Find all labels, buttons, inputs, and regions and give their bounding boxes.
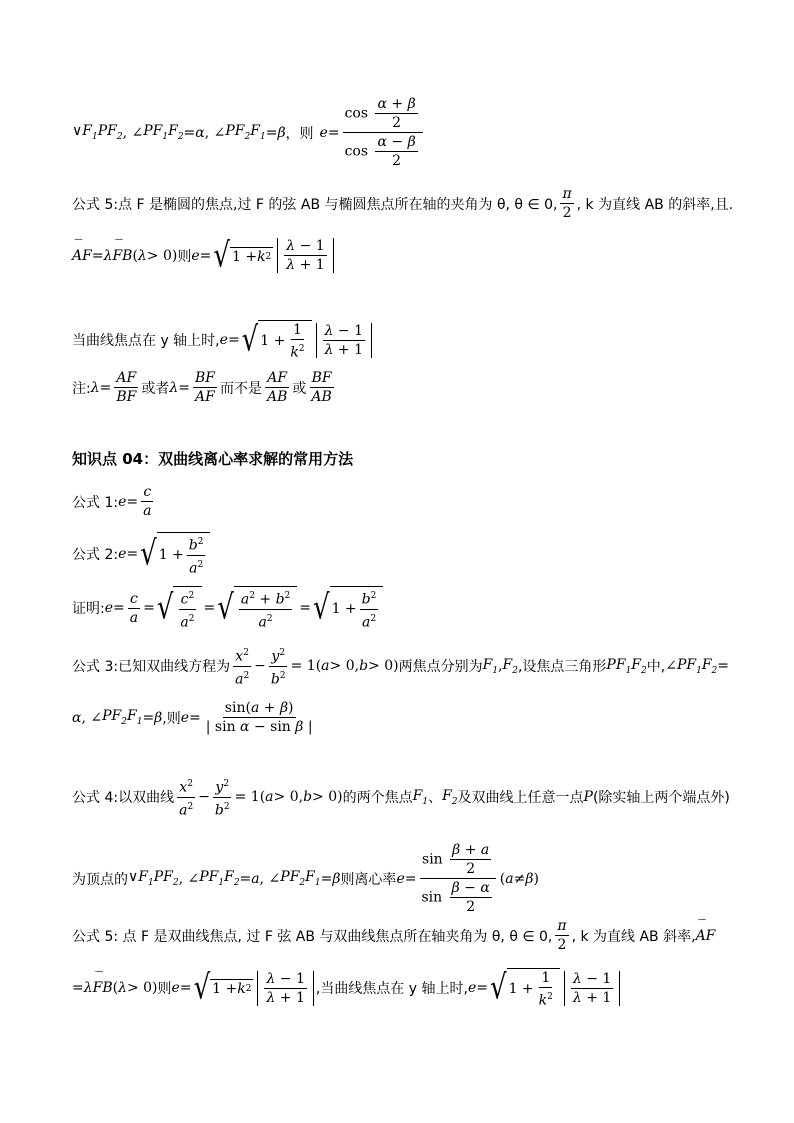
hyperbola-formula2: 公式 2: e = √ 1 + $\frac{b^2}{a^2}$: [72, 532, 212, 576]
hyperbola-formula3-line2: α , ∠ $PF_2F_1$ = β ,则 e = $\frac{\sin(a + \beta)}{\text{| sin α − sin β |}}$: [72, 700, 313, 735]
ellipse-angle-formula-line: $\vee F_1PF_2$ , ∠ $PF_1F_2$ = α , ∠ $PF_2F_1$ = β ，则 e = cos $\frac{\alpha + \beta}{2}$ cos $\frac{\alpha - \beta}{2}$: [72, 96, 426, 169]
hyperbola-formula5-line2: = λ ˘˘˘ FB ( λ > 0) 则 e = √ 1 + k 2 $\frac{\lambda - 1}{\lambda + 1}$ ,当曲线焦点在 y 轴上时, e = √ 1 + $\frac{1}{k^2}$ $\frac{\lambda - 1}{\lambda + 1}$: [72, 968, 622, 1009]
section-heading: 知识点 04：双曲线离心率求解的常用方法: [72, 450, 354, 468]
hyperbola-formula1: 公式 1: e = $\frac{c}{a}$: [72, 484, 152, 519]
hyperbola-formula4-line1: 公式 4:以双曲线 $\frac{x^2}{a^2}$ − $\frac{y^2}{b^2}$ = 1( a > 0, b > 0) 的两个焦点 $F_1$ 、 $F_2$ 及双曲线上任意一点 P (除实轴上两个端点外): [72, 776, 730, 818]
hyperbola-formula3-line1: 公式 3:已知双曲线方程为 $\frac{x^2}{a^2}$ − $\frac{y^2}{b^2}$ = 1( a > 0, b > 0) 两焦点分别为 $F_1$ , $F_2$ ,设焦点三角形 $PF_1F_2$ 中, ∠ $PF_1F_2$ =: [72, 645, 729, 687]
then-text: ，则: [285, 125, 314, 142]
formula5-text: 公式 5:点 F 是椭圆的焦点,过 F 的弦 AB 与椭圆焦点所在轴的夹角为 θ, θ ∈ 0,: [72, 196, 558, 213]
hyperbola-formula5-line1: 公式 5: 点 F 是双曲线焦点, 过 F 弦 AB 与双曲线焦点所在轴夹角为 θ, θ ∈ 0, $\frac{\pi}{2}$ , k 为直线 AB 斜率, ˘˘˘ AF: [72, 918, 715, 953]
lambda-note-line: 注: λ = $\frac{AF}{BF}$ 或者 λ = $\frac{BF}{AF}$ 而不是 $\frac{AF}{AB}$ 或 $\frac{BF}{AB}$: [72, 370, 332, 405]
ellipse-y-axis-line: 当曲线焦点在 y 轴上时, e = √ 1 + $\frac{1}{k^2}$ $\frac{\lambda - 1}{\lambda + 1}$: [72, 320, 374, 361]
hyperbola-formula4-line2: 为顶点的 $\vee F_1PF_2$ , ∠ $PF_1F_2$ = a , ∠ $PF_2F_1$ = β 则离心率 e = sin $\frac{\beta + a}{2}$ sin $\frac{\beta - \alpha}{2}$ ( a ≠ β ): [72, 842, 539, 915]
proof-line: 证明: e = $\frac{c}{a}$ = √ $\frac{c^2}{a^2}$ = √ $\frac{a^2 + b^2}{a^2}$ = √ 1 + $\frac{b^2}{a^2}$: [72, 586, 385, 630]
ellipse-vector-formula-line: ˘˘˘ AF = λ ˘˘˘ FB ( λ > 0) 则 e = √ 1 + k 2 $\frac{\lambda - 1}{\lambda + 1}$: [72, 238, 336, 273]
ellipse-formula5-line: 公式 5:点 F 是椭圆的焦点,过 F 的弦 AB 与椭圆焦点所在轴的夹角为 θ, θ ∈ 0, $\frac{\pi}{2}$ , k 为直线 AB 的斜率,且.: [72, 186, 734, 221]
eccentricity-fraction: cos $\frac{\alpha + \beta}{2}$ cos $\frac{\alpha - \beta}{2}$: [343, 96, 423, 169]
